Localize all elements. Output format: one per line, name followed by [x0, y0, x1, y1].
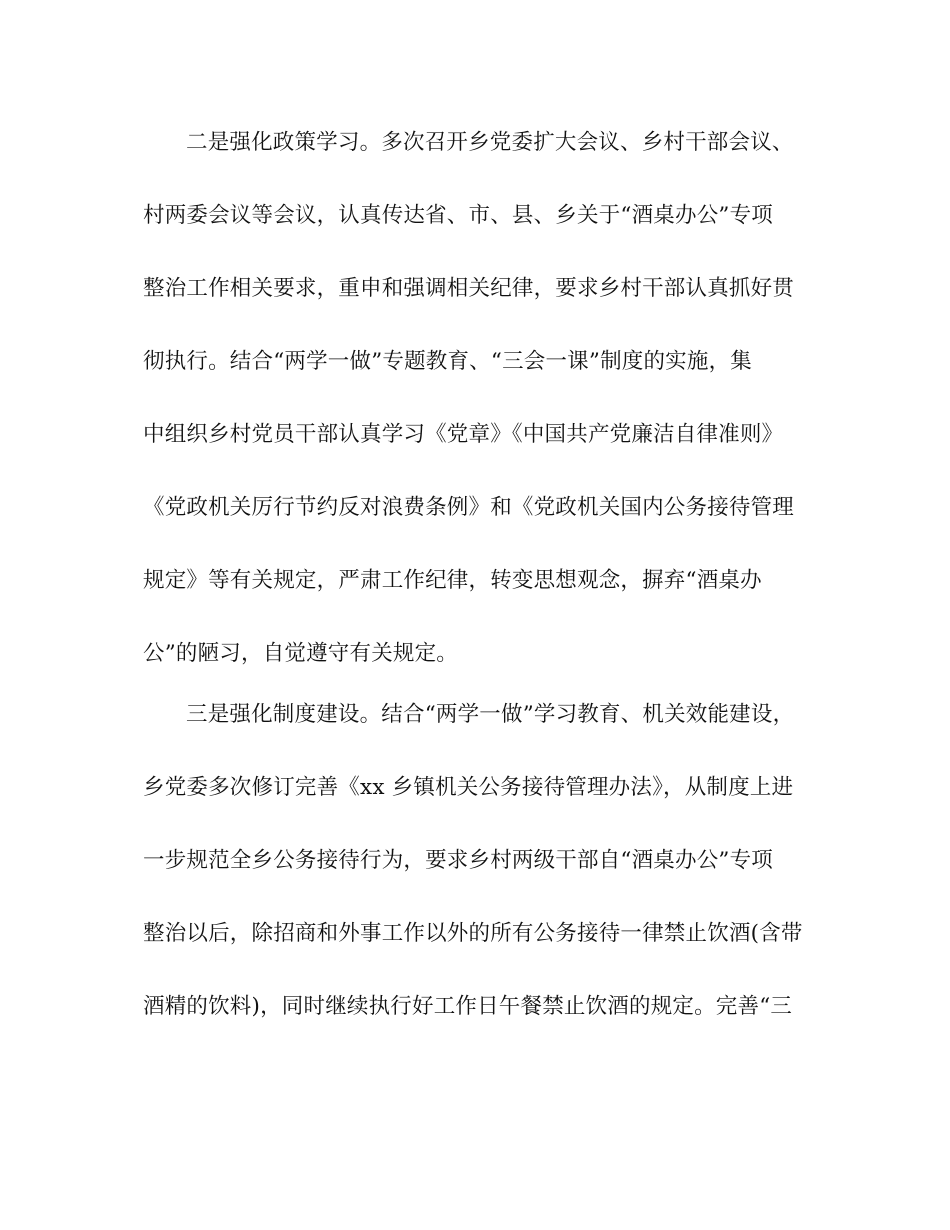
paragraph-line: 规定》等有关规定，严肃工作纪律，转变思想观念，摒弃“酒桌办: [143, 568, 762, 593]
paragraph-line: 彻执行。结合“两学一做”专题教育、“三会一课”制度的实施，集: [143, 349, 752, 374]
paragraph-line: 乡党委多次修订完善《xx 乡镇机关公务接待管理办法》，从制度上进: [143, 775, 794, 800]
paragraph-line: 三是强化制度建设。结合“两学一做”学习教育、机关效能建设，: [186, 702, 795, 727]
paragraph-line: 中组织乡村党员干部认真学习《党章》《中国共产党廉洁自律准则》: [143, 422, 784, 447]
paragraph-line: 一步规范全乡公务接待行为，要求乡村两级干部自“酒桌办公”专项: [143, 848, 773, 873]
paragraph-line: 《党政机关厉行节约反对浪费条例》和《党政机关国内公务接待管理: [143, 495, 795, 520]
paragraph-line: 村两委会议等会议，认真传达省、市、县、乡关于“酒桌办公”专项: [143, 203, 773, 228]
paragraph-line: 公”的陋习，自觉遵守有关规定。: [143, 641, 458, 666]
paragraph-line: 二是强化政策学习。多次召开乡党委扩大会议、乡村干部会议、: [186, 130, 794, 155]
paragraph-line: 整治工作相关要求，重申和强调相关纪律，要求乡村干部认真抓好贯: [143, 276, 795, 301]
paragraph-line: 酒精的饮料)，同时继续执行好工作日午餐禁止饮酒的规定。完善“三: [143, 994, 793, 1019]
paragraph-line: 整治以后，除招商和外事工作以外的所有公务接待一律禁止饮酒(含带: [143, 921, 803, 946]
